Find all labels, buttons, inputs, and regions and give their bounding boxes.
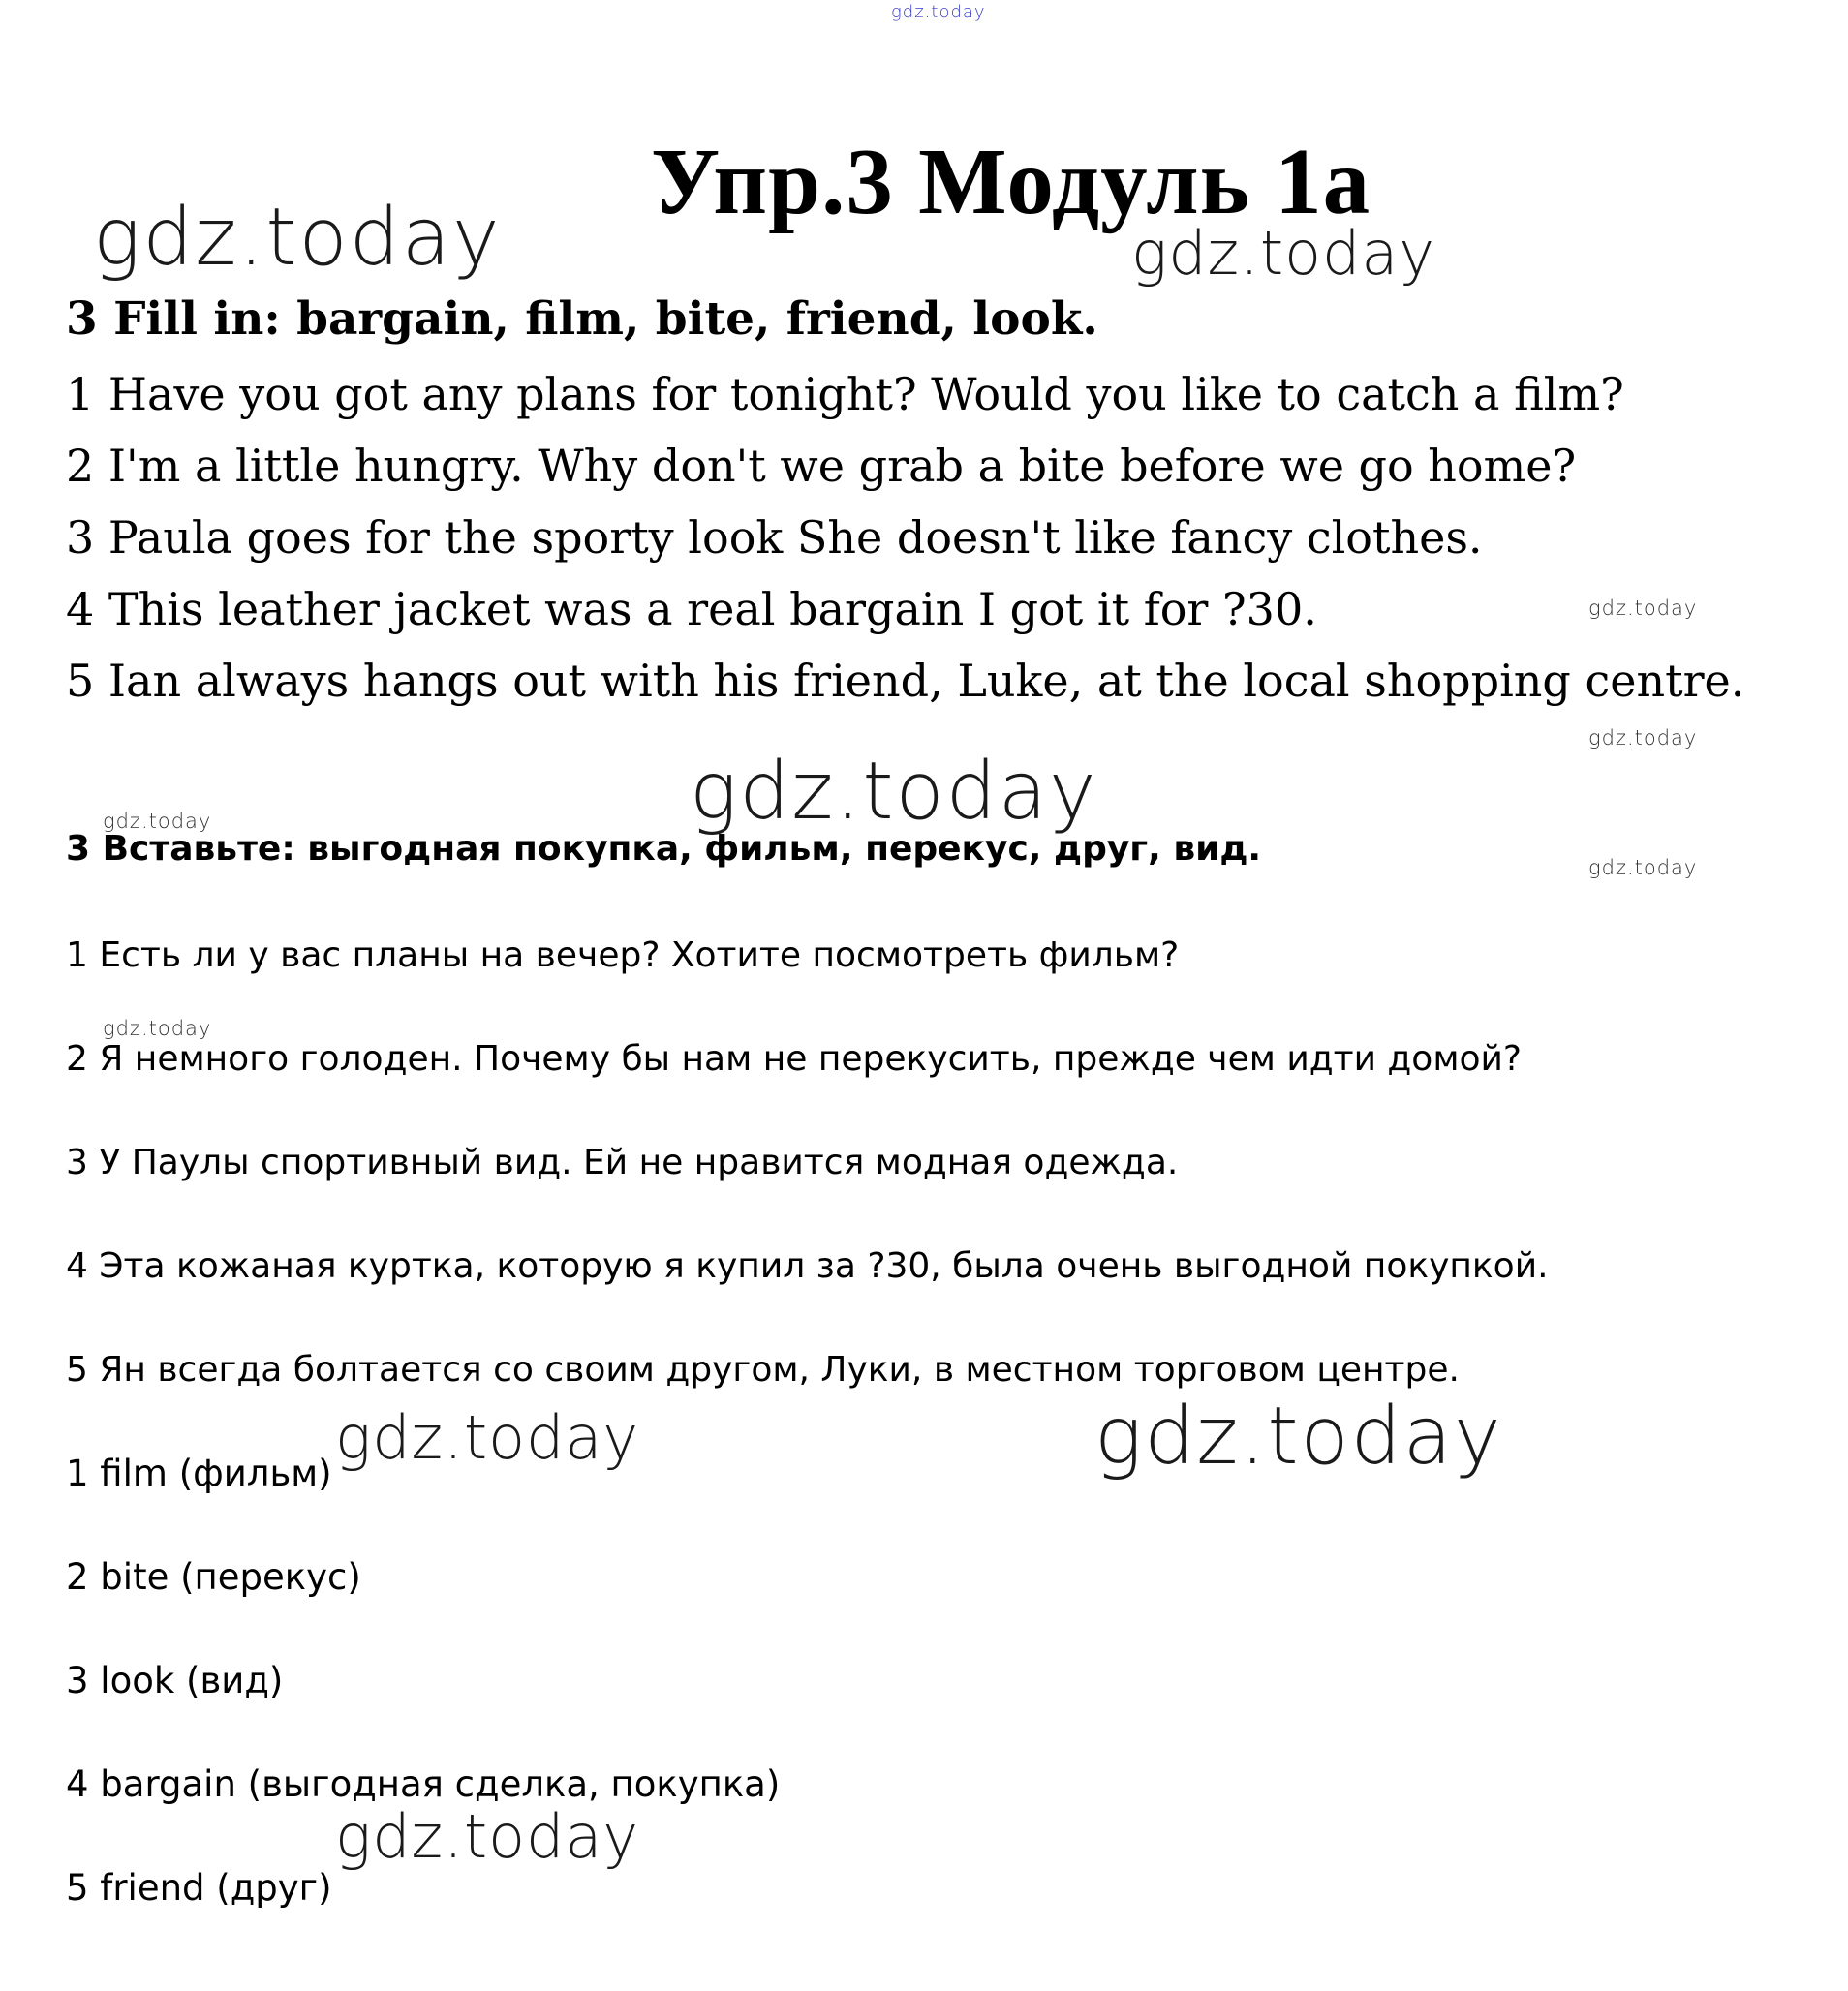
russian-sentence-4: 4 Эта кожаная куртка, которую я купил за ?30, была очень выгодной покупкой. — [66, 1246, 1549, 1286]
russian-sentence-5: 5 Ян всегда болтается со своим другом, Луки, в местном торговом центре. — [66, 1350, 1460, 1390]
answer-4: 4 bargain (выгодная сделка, покупка) — [66, 1763, 781, 1805]
watermark-title-right: gdz.today — [1131, 218, 1436, 289]
answer-3: 3 look (вид) — [66, 1660, 284, 1701]
answer-1: 1 film (фильм) — [66, 1453, 332, 1494]
watermark-answers-1: gdz.today — [335, 1402, 640, 1473]
russian-sentence-3: 3 У Паулы спортивный вид. Ей не нравится модная одежда. — [66, 1143, 1179, 1182]
watermark-large-left: gdz.today — [93, 192, 502, 284]
english-sentence-1: 1 Have you got any plans for tonight? Would you like to catch a film? — [66, 368, 1624, 420]
answer-2: 2 bite (перекус) — [66, 1556, 361, 1598]
russian-task-heading: 3 Вставьте: выгодная покупка, фильм, перекус, друг, вид. — [66, 829, 1262, 869]
russian-sentence-2: 2 Я немного голоден. Почему бы нам не перекусить, прежде чем идти домой? — [66, 1039, 1523, 1079]
english-sentence-2: 2 I'm a little hungry. Why don't we grab a bite before we go home? — [66, 440, 1577, 492]
english-task-heading: 3 Fill in: bargain, film, bite, friend, look. — [66, 292, 1098, 346]
english-sentence-5: 5 Ian always hangs out with his friend, Luke, at the local shopping centre. — [66, 655, 1745, 707]
watermark-large-center: gdz.today — [690, 746, 1098, 838]
watermark-small-right-3: gdz.today — [1588, 856, 1698, 879]
watermark-small-right-2: gdz.today — [1588, 726, 1698, 750]
watermark-large-bottom-right: gdz.today — [1094, 1391, 1503, 1483]
english-sentence-4: 4 This leather jacket was a real bargain I got it for ?30. — [66, 583, 1317, 635]
watermark-answers-2: gdz.today — [335, 1801, 640, 1872]
watermark-small-right-1: gdz.today — [1588, 597, 1698, 620]
russian-sentence-1: 1 Есть ли у вас планы на вечер? Хотите посмотреть фильм? — [66, 935, 1180, 975]
answer-5: 5 friend (друг) — [66, 1867, 332, 1909]
page-title: Упр.3 Модуль 1а — [651, 130, 1371, 233]
watermark-small-left-1: gdz.today — [103, 810, 212, 833]
watermark-small-left-2: gdz.today — [103, 1017, 212, 1040]
english-sentence-3: 3 Paula goes for the sporty look She doesn't like fancy clothes. — [66, 511, 1483, 564]
watermark-top: gdz.today — [891, 2, 986, 22]
